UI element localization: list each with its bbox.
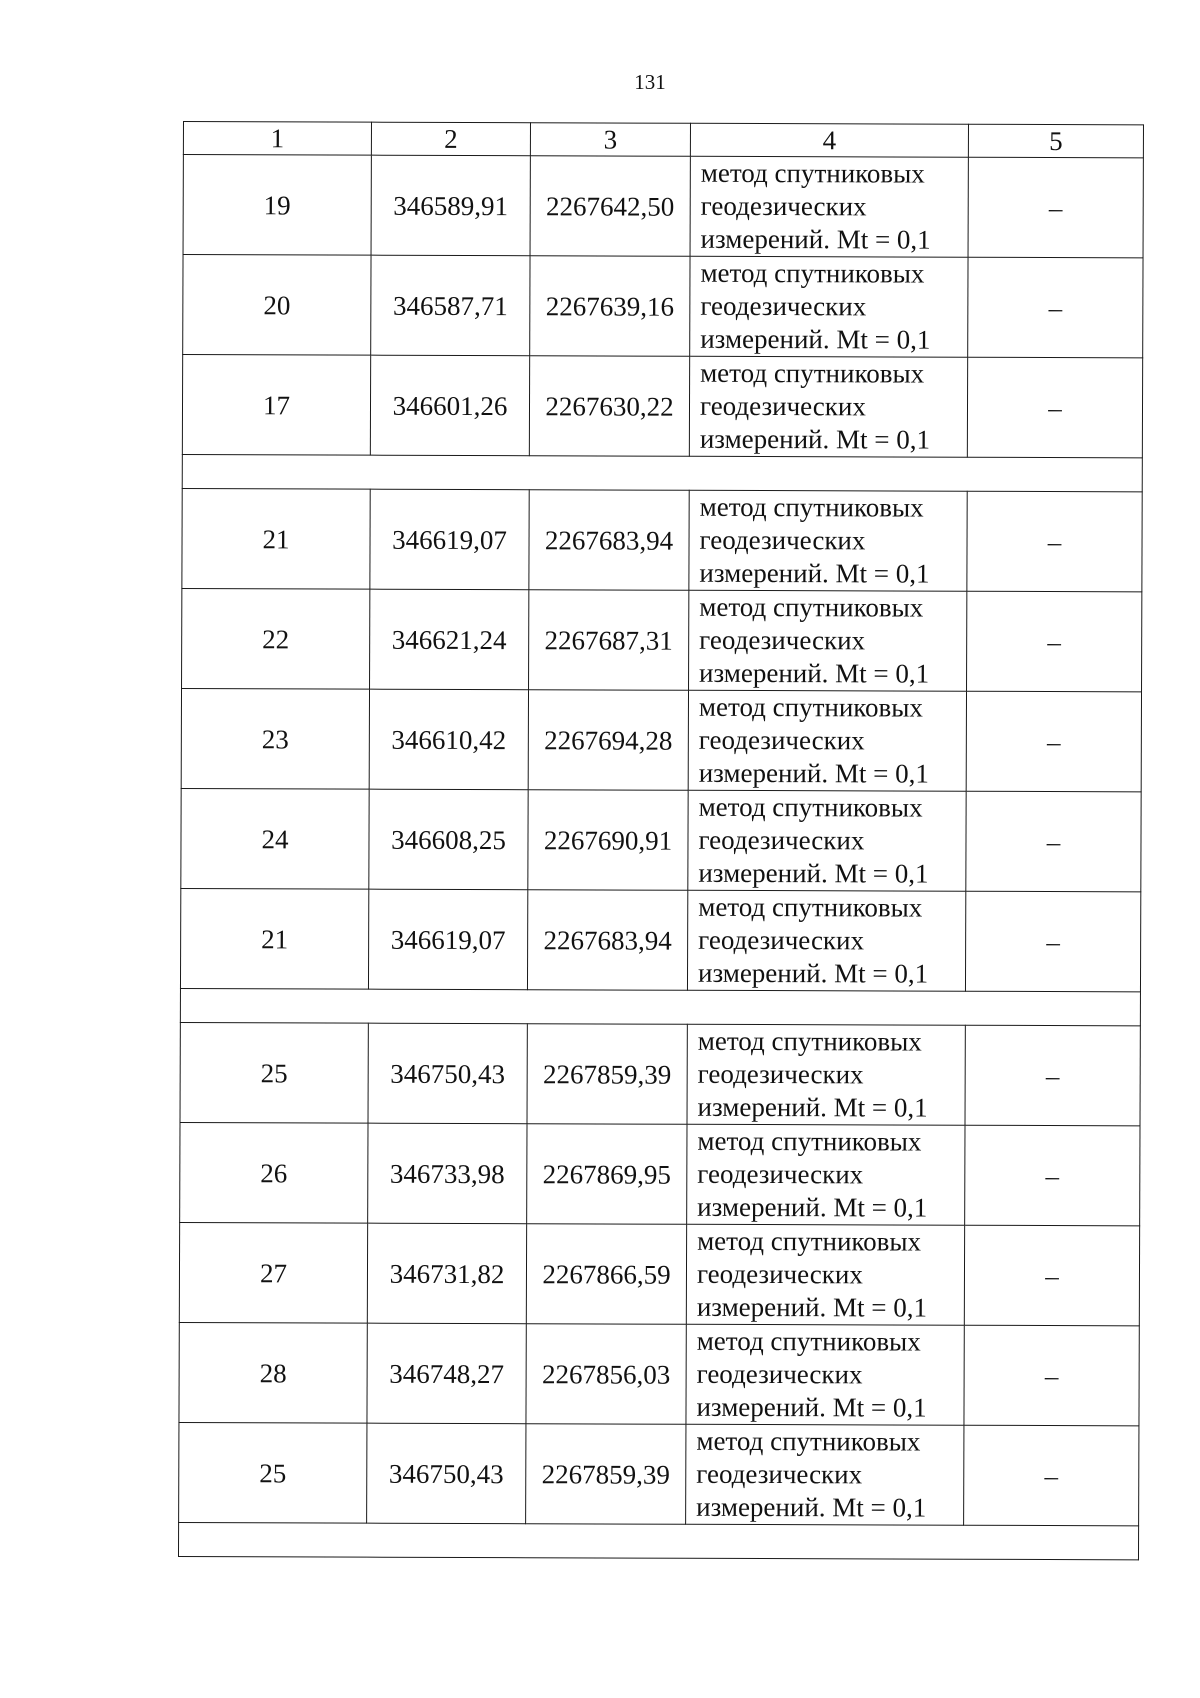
note-cell: – — [967, 357, 1142, 458]
method-line: метод спутниковых — [698, 791, 923, 823]
point-number-cell: 20 — [183, 255, 371, 356]
method-cell — [689, 590, 967, 691]
method-line: геодезических — [696, 1358, 863, 1390]
method-line: измерений. Mt = 0,1 — [696, 1391, 927, 1423]
method-cell — [689, 490, 967, 591]
x-coordinate-cell: 346750,43 — [367, 1423, 526, 1524]
y-coordinate-cell: 2267859,39 — [527, 1024, 687, 1125]
point-number-cell: 21 — [182, 488, 370, 589]
point-number-cell: 25 — [180, 1022, 368, 1123]
point-number-cell: 25 — [179, 1422, 367, 1523]
contour-separator-cell — [178, 1522, 1138, 1559]
method-line: измерений. Mt = 0,1 — [696, 1291, 928, 1323]
point-number-cell: 28 — [179, 1322, 367, 1423]
method-line: геодезических — [700, 190, 867, 222]
method-line: геодезических — [699, 624, 866, 656]
note-cell: – — [968, 157, 1143, 258]
y-coordinate-cell: 2267690,91 — [528, 790, 688, 891]
method-line: измерений. Mt = 0,1 — [699, 557, 930, 589]
method-line: метод спутниковых — [697, 1025, 922, 1057]
coordinates-sheet — [178, 121, 1143, 1560]
method-line: метод спутниковых — [698, 691, 924, 723]
column-number-4: 4 — [690, 123, 968, 157]
table-row — [179, 1322, 1139, 1425]
method-cell — [687, 1024, 965, 1125]
contour-separator-row — [182, 454, 1142, 491]
method-line: измерений. Mt = 0,1 — [697, 1191, 928, 1223]
method-line: геодезических — [699, 524, 866, 556]
x-coordinate-cell: 346731,82 — [367, 1223, 526, 1324]
method-cell — [688, 790, 966, 891]
x-coordinate-cell: 346733,98 — [368, 1123, 527, 1224]
x-coordinate-cell: 346610,42 — [369, 689, 528, 790]
method-line: геодезических — [697, 1158, 864, 1190]
contour-separator-cell — [180, 988, 1140, 1025]
y-coordinate-cell: 2267687,31 — [529, 590, 689, 691]
method-line: геодезических — [696, 1258, 863, 1290]
y-coordinate-cell: 2267683,94 — [527, 890, 687, 991]
y-coordinate-cell: 2267683,94 — [529, 490, 689, 591]
method-line: метод спутниковых — [700, 257, 925, 289]
table-row — [180, 888, 1140, 991]
y-coordinate-cell: 2267630,22 — [529, 356, 689, 457]
x-coordinate-cell: 346601,26 — [370, 355, 529, 456]
x-coordinate-cell: 346748,27 — [367, 1323, 526, 1424]
y-coordinate-cell: 2267869,95 — [527, 1124, 687, 1225]
note-cell: – — [967, 491, 1142, 592]
table-row — [182, 488, 1142, 591]
note-cell: – — [964, 1425, 1139, 1526]
method-line: измерений. Mt = 0,1 — [698, 857, 929, 889]
method-line: измерений. Mt = 0,1 — [699, 657, 930, 689]
column-number-1: 1 — [183, 122, 371, 156]
method-cell — [688, 690, 966, 791]
method-line: геодезических — [697, 1058, 864, 1090]
x-coordinate-cell: 346750,43 — [368, 1023, 527, 1124]
note-cell: – — [966, 791, 1141, 892]
x-coordinate-cell: 346619,07 — [370, 489, 529, 590]
note-cell: – — [964, 1225, 1139, 1326]
x-coordinate-cell: 346621,24 — [370, 589, 529, 690]
x-coordinate-cell: 346608,25 — [369, 789, 528, 890]
method-line: метод спутниковых — [700, 157, 925, 189]
method-line: измерений. Mt = 0,1 — [699, 423, 931, 455]
method-line: метод спутниковых — [697, 1125, 922, 1157]
contour-separator-row — [180, 988, 1140, 1025]
column-number-header-row — [183, 122, 1143, 158]
method-line: метод спутниковых — [699, 591, 924, 623]
table-row — [179, 1222, 1139, 1325]
method-cell — [690, 156, 968, 257]
note-cell: – — [968, 257, 1143, 358]
column-number-3: 3 — [530, 123, 690, 157]
method-line: измерений. Mt = 0,1 — [700, 323, 931, 355]
method-line: метод спутниковых — [700, 357, 925, 389]
method-line: измерений. Mt = 0,1 — [700, 223, 931, 255]
method-cell — [687, 1124, 965, 1225]
method-line: измерений. Mt = 0,1 — [697, 1091, 928, 1123]
table-row — [180, 1022, 1140, 1125]
point-number-cell: 22 — [182, 588, 370, 689]
y-coordinate-cell: 2267694,28 — [528, 690, 688, 791]
method-line: метод спутниковых — [697, 1225, 922, 1257]
table-row — [183, 155, 1143, 258]
note-cell: – — [966, 691, 1141, 792]
method-cell — [687, 890, 965, 991]
x-coordinate-cell: 346587,71 — [371, 255, 530, 356]
point-number-cell: 19 — [183, 155, 371, 256]
note-cell: – — [965, 1025, 1140, 1126]
table-row — [180, 1122, 1140, 1225]
y-coordinate-cell: 2267856,03 — [526, 1324, 686, 1425]
method-line: измерений. Mt = 0,1 — [698, 757, 929, 789]
table-row — [181, 788, 1141, 891]
point-number-cell: 21 — [180, 888, 368, 989]
method-line: метод спутниковых — [696, 1425, 921, 1457]
method-line: геодезических — [699, 390, 866, 422]
method-line: измерений. Mt = 0,1 — [697, 957, 929, 989]
y-coordinate-cell: 2267639,16 — [530, 256, 690, 357]
table-row — [179, 1422, 1139, 1525]
note-cell: – — [967, 591, 1142, 692]
contour-separator-row — [178, 1522, 1138, 1559]
table-row — [183, 255, 1143, 358]
y-coordinate-cell: 2267642,50 — [530, 156, 690, 257]
method-line: геодезических — [698, 924, 865, 956]
point-number-cell: 26 — [180, 1122, 368, 1223]
table-row — [181, 688, 1141, 791]
x-coordinate-cell: 346619,07 — [368, 889, 527, 990]
column-number-5: 5 — [968, 124, 1143, 158]
coordinates-table-body — [178, 122, 1143, 1560]
method-line: геодезических — [698, 824, 865, 856]
method-cell — [690, 256, 968, 357]
page-number: 131 — [634, 70, 666, 94]
method-cell — [686, 1324, 964, 1425]
point-number-cell: 24 — [181, 788, 369, 889]
table-row — [182, 355, 1142, 458]
method-line: измерений. Mt = 0,1 — [696, 1491, 927, 1523]
point-number-cell: 17 — [182, 355, 370, 456]
y-coordinate-cell: 2267866,59 — [526, 1224, 686, 1325]
method-line: метод спутниковых — [699, 491, 924, 523]
note-cell: – — [965, 891, 1140, 992]
coordinates-table — [178, 121, 1144, 1560]
method-line: геодезических — [698, 724, 865, 756]
note-cell: – — [964, 1325, 1139, 1426]
note-cell: – — [965, 1125, 1140, 1226]
method-cell — [686, 1224, 964, 1325]
x-coordinate-cell: 346589,91 — [371, 155, 530, 256]
contour-separator-cell — [182, 454, 1142, 491]
point-number-cell: 27 — [179, 1222, 367, 1323]
method-cell — [686, 1424, 964, 1525]
method-line: геодезических — [696, 1458, 863, 1490]
point-number-cell: 23 — [181, 688, 369, 789]
column-number-2: 2 — [371, 122, 530, 156]
method-line: метод спутниковых — [698, 891, 923, 923]
method-line: метод спутниковых — [696, 1325, 921, 1357]
method-cell — [689, 356, 967, 457]
method-line: геодезических — [700, 290, 867, 322]
table-row — [182, 588, 1142, 691]
y-coordinate-cell: 2267859,39 — [526, 1424, 686, 1525]
